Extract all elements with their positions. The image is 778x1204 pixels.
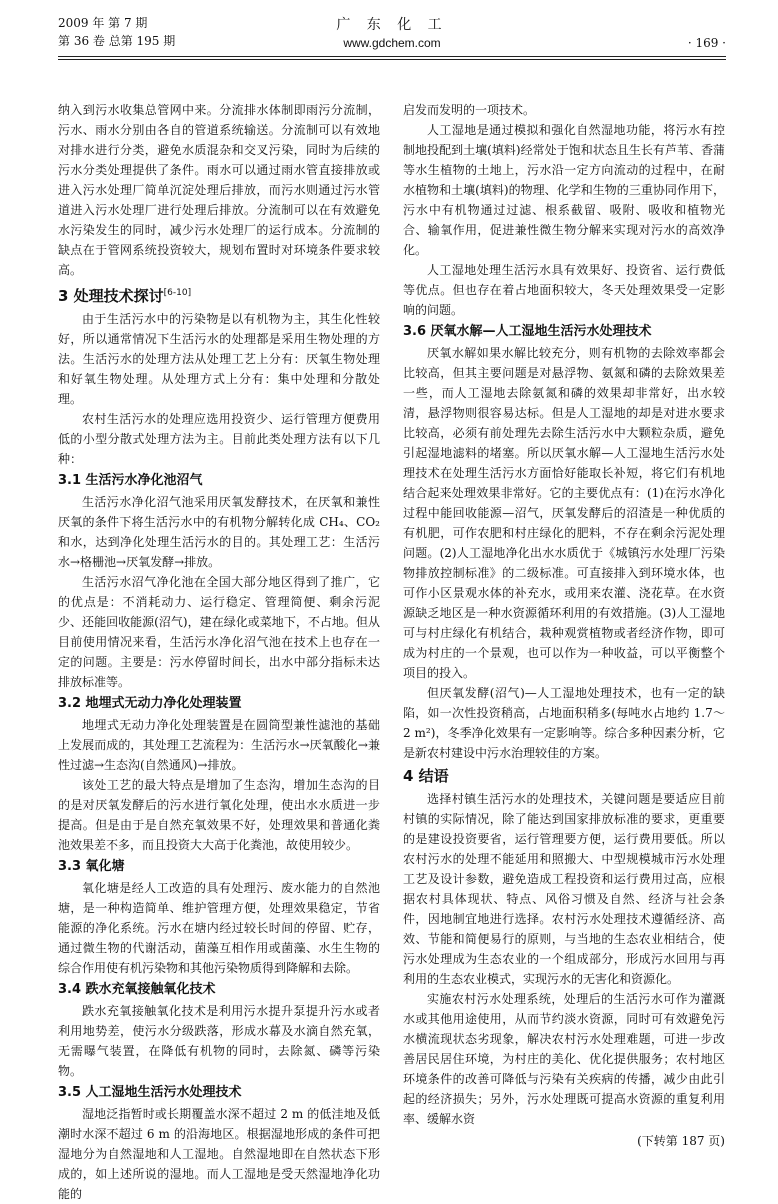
paragraph: 启发而发明的一项技术。 (403, 103, 536, 117)
paragraph: 人工湿地是通过模拟和强化自然湿地功能，将污水有控制地投配到土壤(填料)经常处于饱和状态且生长有芦苇、香蒲等水生植物的土地上，污水沿一定方向流动的过程中，在耐水植物和土壤(填料)的物理、化学和生物的三重协同作用下，污水中有机物通过过滤、根系截留、吸附、吸收和植物光合、输氧作用，促进兼性微生物分解来实现对污水的高效净化。 (403, 123, 725, 257)
paragraph: 生活污水净化沼气池采用厌氧发酵技术，在厌氧和兼性厌氧的条件下将生活污水中的有机物分解转化成 CH₄、CO₂ 和水，达到净化处理生活污水的目的。其处理工艺：生活污水→格栅池→厌氧发酵→排放。 (58, 495, 380, 569)
paragraph: 氧化塘是经人工改造的具有处理污、废水能力的自然池塘，是一种构造简单、维护管理方便，处理效果稳定，节省能源的净化系统。污水在塘内经过较长时间的停留、贮存，通过微生物的代谢活动，菌藻互相作用或菌藻、水生生物的综合作用使有机污染物和其他污染物质得到降解和去除。 (58, 881, 380, 975)
left-column (58, 100, 380, 1204)
header-rule-bottom (58, 59, 726, 60)
header-rule-top (58, 56, 726, 57)
paragraph: 跌水充氧接触氧化技术是利用污水提升泵提升污水或者利用地势差，使污水分级跌落，形成水幕及水滴自然充氧，无需曝气装置，在降低有机物的同时，去除氮、磷等污染物。 (58, 1004, 380, 1078)
journal-title: 广 东 化 工 (336, 17, 448, 33)
paragraph: 但厌氧发酵(沼气)—人工湿地处理技术，也有一定的缺陷，如一次性投资稍高，占地面积稍多(每吨水占地约 1.7～2 m²)，冬季净化效果有一定影响等。综合多种因素分析，它是新农村建设中污水治理较佳的方案。 (403, 686, 725, 760)
subsection-heading: 3.1 生活污水净化池沼气 (58, 473, 203, 488)
paragraph: 该处工艺的最大特点是增加了生态沟，增加生态沟的目的是对厌氧发酵后的污水进行氧化处理，使出水水质进一步提高。但是由于是自然充氧效果不好，处理效果和普通化粪池效果差不多，而且投资大大高于化粪池，故使用较少。 (58, 778, 380, 852)
subsection-heading: 3.2 地埋式无动力净化处理装置 (58, 696, 242, 711)
subsection-heading: 3.4 跌水充氧接触氧化技术 (58, 982, 216, 997)
page-number: · 169 · (687, 36, 726, 50)
volume-line: 第 36 卷 总第 195 期 (58, 34, 176, 48)
page-header (58, 6, 726, 86)
paragraph: 厌氧水解如果水解比较充分，则有机物的去除效率都会比较高，但其主要问题是对悬浮物、氨氮和磷的去除效果差一些，而人工湿地去除氨氮和磷的效果却非常好，出水较清，悬浮物则很容易达标。但是人工湿地的却是对进水要求比较高，必须有前处理先去除生活污水中大颗粒杂质，避免引起湿地滤料的堵塞。所以厌氧水解—人工湿地生活污水处理技术在处理生活污水方面恰好能取长补短，将它们有机地结合起来处理效果非常好。它的主要优点有：(1)在污水净化过程中能回收能源—沼气，厌氧发酵后的沼渣是一种优质的有机肥，可作农肥和村庄绿化的肥料，不存在剩余污泥处理问题。(2)人工湿地净化出水水质优于《城镇污水处理厂污染物排放控制标准》的二级标准。可直接排入到环境水体，也可作小区景观水体的补充水，或用来农灌、浇花草。在水资源缺乏地区是一种水资源循环利用的有效措施。(3)人工湿地可与村庄绿化有机结合，栽种观赏植物或者经济作物，即可成为村庄的一个景观，也可以作为一种收益，可以平衡整个项目的投入。 (403, 346, 725, 680)
continued-note: (下转第 187 页) (637, 1134, 725, 1148)
paragraph: 地埋式无动力净化处理装置是在圆筒型兼性滤池的基础上发展而成的，其处理工艺流程为：生活污水→厌氧酸化→兼性过滤→生态沟(自然通风)→排放。 (58, 718, 380, 772)
section-heading: 4 结语 (403, 767, 449, 785)
journal-url: www.gdchem.com (343, 36, 441, 50)
paragraph: 湿地泛指暂时或长期覆盖水深不超过 2 m 的低洼地及低潮时水深不超过 6 m 的沿海地区。根据湿地形成的条件可把湿地分为自然湿地和人工湿地。自然湿地即在自然状态下形成的，如上述所说的湿地。而人工湿地是受天然湿地净化功能的 (58, 1107, 380, 1201)
paragraph: 农村生活污水的处理应选用投资少、运行管理方便费用低的小型分散式处理方法为主。目前此类处理方法有以下几种： (58, 412, 380, 466)
subsection-heading: 3.6 厌氧水解—人工湿地生活污水处理技术 (403, 324, 652, 339)
paragraph: 实施农村污水处理系统，处理后的生活污水可作为灌溉水或其他用途使用，从而节约淡水资源，同时可有效避免污水横流现状态劣现象，解决农村污水处理难题，可进一步改善居民居住环境，为村庄的美化、优化提供服务；农村地区环境条件的改善可降低与污染有关疾病的传播，减少由此引起的经济损失；另外，污水处理既可提高水资源的重复利用率、缓解水资 (403, 992, 725, 1126)
subsection-heading: 3.3 氧化塘 (58, 859, 125, 874)
paragraph: 人工湿地处理生活污水具有效果好、投资省、运行费低等优点。但也存在着占地面积较大，冬天处理效果受一定影响的问题。 (403, 263, 725, 317)
citation: [6-10] (163, 288, 192, 298)
paragraph: 选择村镇生活污水的处理技术，关键问题是要适应目前村镇的实际情况，除了能达到国家排放标准的要求，更重要的是建设投资要省，运行管理要方便，运行费用要低。所以农村污水的处理不能延用和照搬大、中型规模城市污水处理工艺及设计参数，避免造成工程投资和运行费用过高，应根据农村具体现状、特点、风俗习惯及自然、经济与社会条件，因地制宜地进行选择。农村污水处理技术遵循经济、高效、节能和简便易行的原则，与当地的生态农业相结合，使污水处理成为生态农业的一个组成部分，形成污水回用与再利用的生态农业模式，实现污水的无害化和资源化。 (403, 792, 725, 986)
paragraph: 纳入到污水收集总管网中来。分流排水体制即雨污分流制，污水、雨水分别由各自的管道系统输送。分流制可以有效地对排水进行分类，避免水质混杂和交叉污染，同时为后续的污水分类处理提供了条件。雨水可以通过雨水管直接排放或进入污水处理厂简单沉淀处理后排放，而污水则通过污水管道进入污水处理厂进行处理后排放。分流制可以在有效避免水污染发生的同时，减少污水处理厂的运行成本。分流制的缺点在于管网系统投资较大，规划布置时对环境条件要求较高。 (58, 103, 380, 277)
section-heading (58, 282, 380, 307)
section-title: 3 处理技术探讨 (58, 287, 164, 305)
paragraph: 生活污水沼气净化池在全国大部分地区得到了推广，它的优点是：不消耗动力、运行稳定、管理简便、剩余污泥少、还能回收能源(沼气)，建在绿化或菜地下，不占地。但从目前使用情况来看，生活污水净化沼气池在技术上也存在一定的问题。主要是：污水停留时间长，出水中部分指标未达排放标准等。 (58, 575, 380, 689)
right-column (403, 100, 725, 1151)
paragraph: 由于生活污水中的污染物是以有机物为主，其生化性较好，所以通常情况下生活污水的处理都是采用生物处理的方法。生活污水的处理方法从处理工艺上分有：厌氧生物处理和好氧生物处理。从处理方式上分有：集中处理和分散处理。 (58, 312, 380, 406)
subsection-heading: 3.5 人工湿地生活污水处理技术 (58, 1085, 242, 1100)
issue-line: 2009 年 第 7 期 (58, 16, 148, 30)
